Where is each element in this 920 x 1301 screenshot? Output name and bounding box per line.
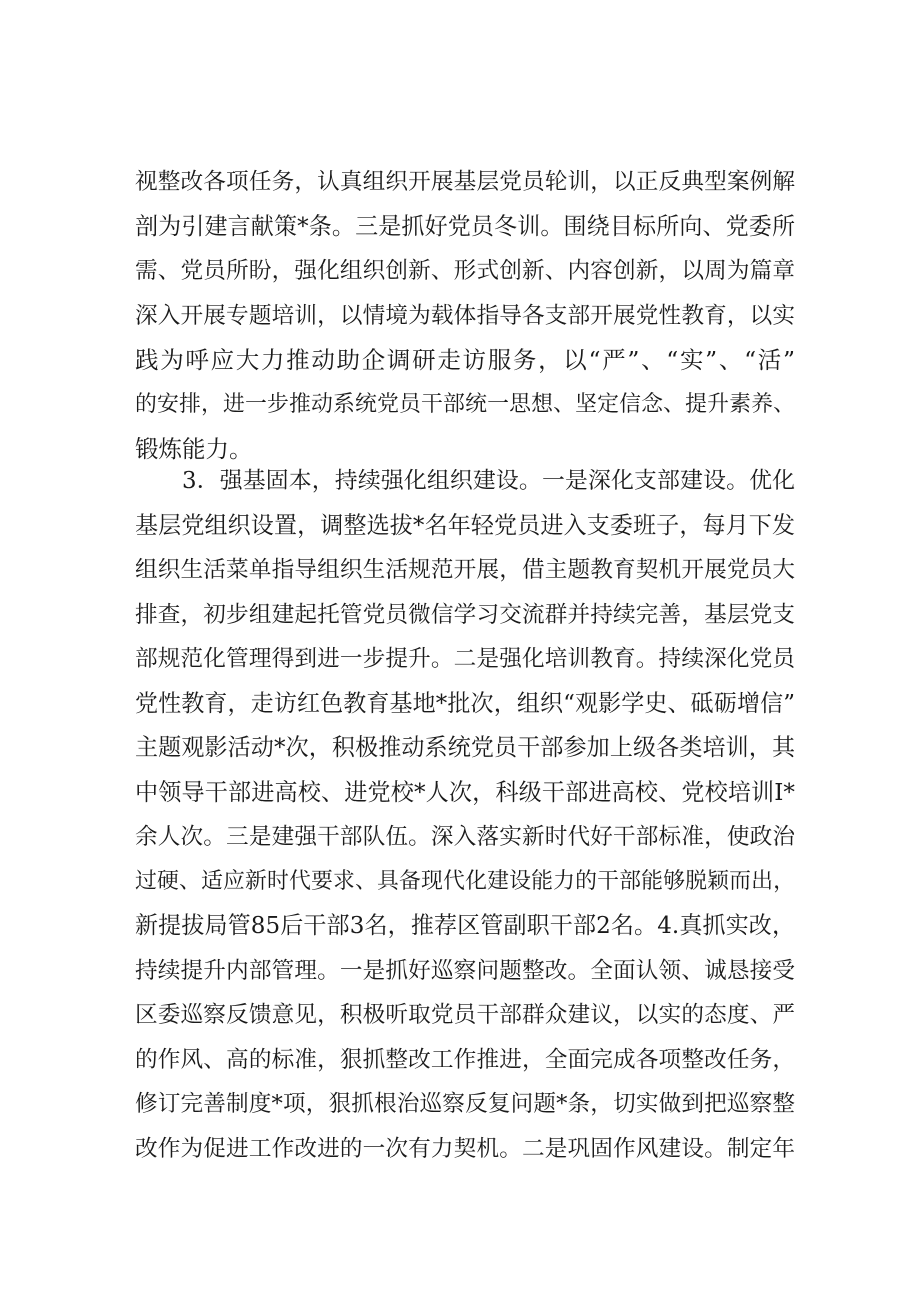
paragraph-line: 基层党组织设置，调整选拔*名年轻党员进入支委班子，每月下发 [135,512,795,539]
paragraph-line: 剖为引建言献策*条。三是抓好党员冬训。围绕目标所向、党委所 [135,213,795,240]
paragraph-heading-line: 3．强基固本，持续强化组织建设。一是深化支部建设。优化 [182,468,795,494]
paragraph-line: 部规范化管理得到进一步提升。二是强化培训教育。持续深化党员 [135,646,795,672]
paragraph-line: 深入开展专题培训，以情境为载体指导各支部开展党性教育，以实 [135,302,795,329]
paragraph-line: 锻炼能力。 [135,435,253,463]
paragraph-line: 视整改各项任务，认真组织开展基层党员轮训，以正反典型案例解 [135,169,795,195]
paragraph-line: 党性教育，走访红色教育基地*批次，组织“观影学史、砥砺增信” [135,690,795,717]
paragraph-1 [135,160,795,472]
paragraph-line: 的作风、高的标准，狠抓整改工作推进，全面完成各项整改任务， [135,1046,795,1073]
paragraph-line: 新提拔局管85后干部3名，推荐区管副职干部2名。4.真抓实改， [135,913,795,939]
paragraph-line: 余人次。三是建强干部队伍。深入落实新时代好干部标准，使政治 [135,824,795,850]
paragraph-line: 过硬、适应新时代要求、具备现代化建设能力的干部能够脱颖而出， [135,868,795,894]
paragraph-line: 中领导干部进高校、进党校*人次，科级干部进高校、党校培训I* [135,779,795,806]
paragraph-line: 践为呼应大力推动助企调研走访服务，以“严”、“实”、“活” [135,346,795,374]
paragraph-line: 排查，初步组建起托管党员微信学习交流群并持续完善，基层党支 [135,601,795,628]
paragraph-line: 需、党员所盼，强化组织创新、形式创新、内容创新，以周为篇章 [135,258,795,284]
paragraph-2 [135,459,795,1171]
paragraph-line: 组织生活菜单指导组织生活规范开展，借主题教育契机开展党员大 [135,557,795,583]
paragraph-line: 持续提升内部管理。一是抓好巡察问题整改。全面认领、诚恳接受 [135,957,795,984]
paragraph-line: 修订完善制度*项，狠抓根治巡察反复问题*条，切实做到把巡察整 [135,1091,795,1117]
paragraph-line: 区委巡察反馈意见，积极听取党员干部群众建议，以实的态度、严 [135,1002,795,1028]
paragraph-line: 改作为促进工作改进的一次有力契机。二是巩固作风建设。制定年 [135,1135,795,1162]
paragraph-line: 的安排，进一步推动系统党员干部统一思想、坚定信念、提升素养、 [135,391,795,417]
paragraph-line: 主题观影活动*次，积极推动系统党员干部参加上级各类培训，其 [135,735,795,761]
